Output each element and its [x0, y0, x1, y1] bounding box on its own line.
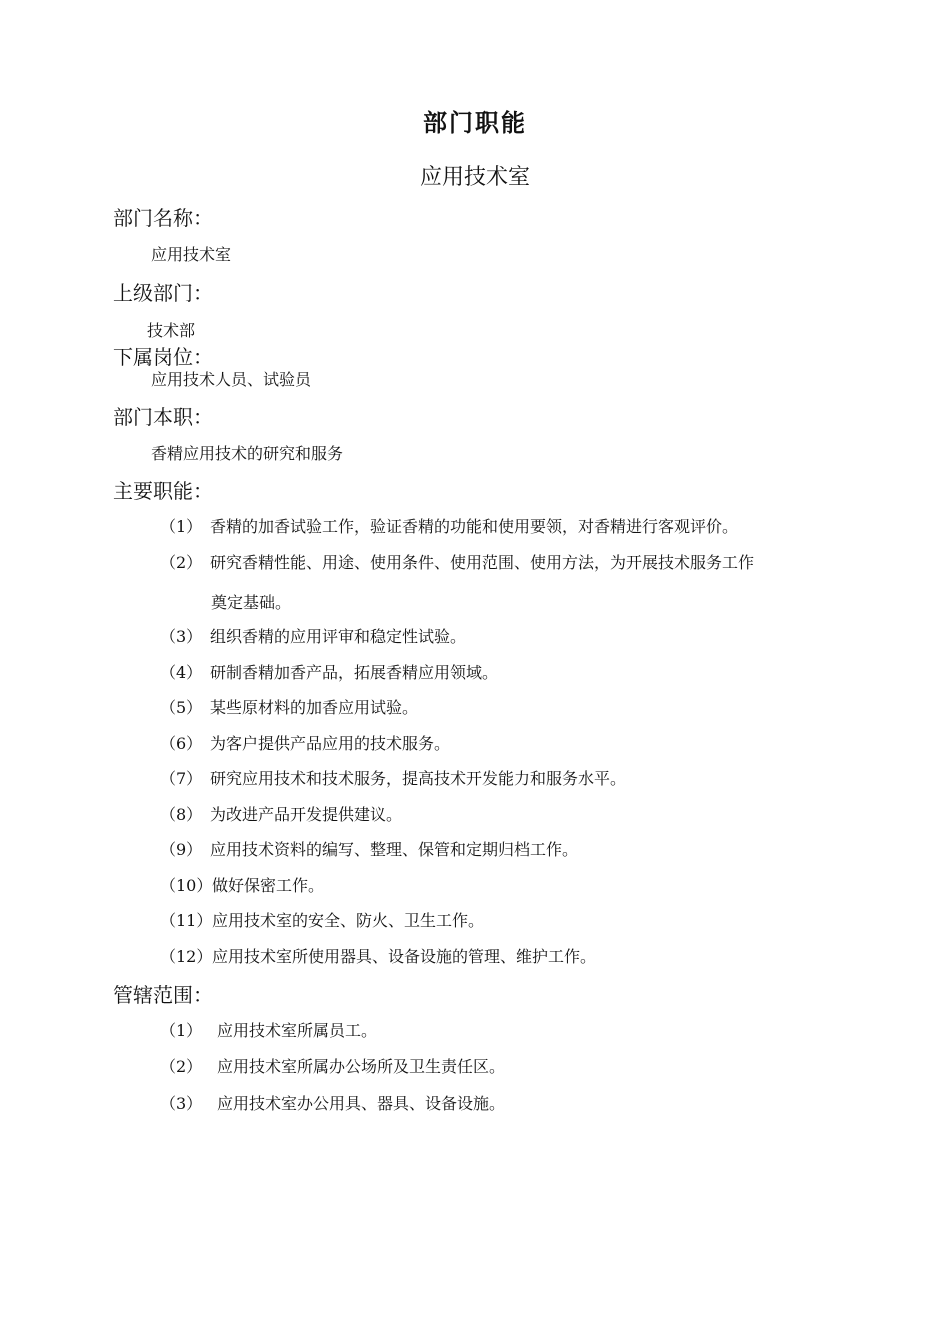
- heading-department-name: 部门名称：: [113, 206, 213, 230]
- heading-main-functions: 主要职能：: [113, 479, 213, 503]
- heading-scope: 管辖范围：: [113, 983, 213, 1007]
- item-number: （7）: [160, 769, 203, 788]
- item-text: 应用技术室所使用器具、设备设施的管理、维护工作。: [212, 947, 597, 966]
- item-text: 某些原材料的加香应用试验。: [210, 698, 419, 717]
- department-name-value: 应用技术室: [151, 245, 232, 264]
- item-text: 做好保密工作。: [212, 876, 325, 895]
- heading-superior-department: 上级部门：: [113, 281, 213, 305]
- item-text: 应用技术室所属员工。: [217, 1021, 378, 1040]
- item-text: 研究应用技术和技术服务，提高技术开发能力和服务水平。: [210, 769, 627, 788]
- list-item: [160, 550, 754, 573]
- item-number: （2）: [160, 553, 203, 572]
- list-item: [160, 802, 402, 825]
- item-text: 应用技术室所属办公场所及卫生责任区。: [217, 1057, 506, 1076]
- list-item: [160, 837, 578, 860]
- item-text: 应用技术室办公用具、器具、设备设施。: [217, 1094, 506, 1113]
- list-item: [160, 624, 466, 647]
- item-text: 应用技术资料的编写、整理、保管和定期归档工作。: [210, 840, 579, 859]
- list-item: [160, 1091, 505, 1114]
- list-item: [160, 514, 738, 537]
- item-number: （2）: [160, 1057, 203, 1076]
- list-item: [160, 1054, 505, 1077]
- item-number: （10）: [160, 876, 213, 895]
- item-text-continuation: 奠定基础。: [211, 593, 292, 612]
- item-text: 为改进产品开发提供建议。: [210, 805, 403, 824]
- item-text: 研究香精性能、用途、使用条件、使用范围、使用方法，为开展技术服务工作: [210, 553, 755, 572]
- item-number: （3）: [160, 1094, 203, 1113]
- list-item: [160, 873, 324, 896]
- list-item: [160, 766, 626, 789]
- item-number: （4）: [160, 663, 203, 682]
- item-text: 组织香精的应用评审和稳定性试验。: [210, 627, 467, 646]
- item-number: （9）: [160, 840, 203, 859]
- item-number: （1）: [160, 517, 203, 536]
- item-text: 香精的加香试验工作，验证香精的功能和使用要领，对香精进行客观评价。: [210, 517, 739, 536]
- list-item: [160, 944, 596, 967]
- page-title: 部门职能: [423, 109, 527, 137]
- item-number: （6）: [160, 734, 203, 753]
- item-number: （11）: [160, 911, 213, 930]
- list-item: [160, 731, 450, 754]
- page-subtitle: 应用技术室: [419, 165, 530, 190]
- item-number: （12）: [160, 947, 213, 966]
- item-text: 为客户提供产品应用的技术服务。: [210, 734, 451, 753]
- list-item: [160, 1018, 377, 1041]
- superior-department-value: 技术部: [147, 321, 196, 340]
- item-number: （5）: [160, 698, 203, 717]
- item-number: （1）: [160, 1021, 203, 1040]
- list-item: [160, 660, 498, 683]
- list-item: [160, 695, 418, 718]
- subordinate-posts-value: 应用技术人员、试验员: [151, 370, 312, 389]
- heading-subordinate-posts: 下属岗位：: [113, 345, 213, 369]
- item-number: （3）: [160, 627, 203, 646]
- item-text: 研制香精加香产品，拓展香精应用领域。: [210, 663, 499, 682]
- item-number: （8）: [160, 805, 203, 824]
- list-item: [160, 908, 484, 931]
- heading-department-duty: 部门本职：: [113, 405, 213, 429]
- item-text: 应用技术室的安全、防火、卫生工作。: [212, 911, 485, 930]
- department-duty-value: 香精应用技术的研究和服务: [151, 444, 344, 463]
